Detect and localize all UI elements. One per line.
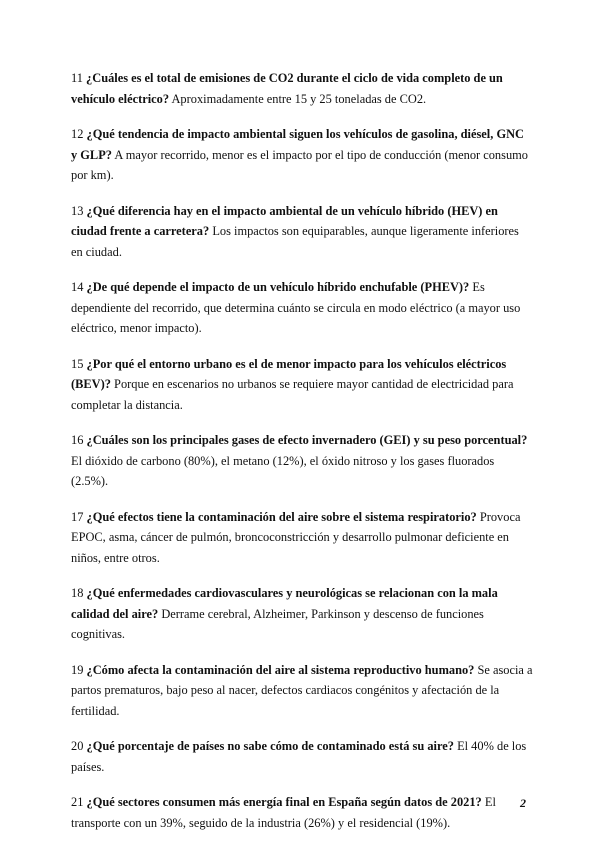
answer-text: El dióxido de carbono (80%), el metano (12%), el óxido nitroso y los gases fluorados (2.5%). [71, 453, 495, 488]
question-text: ¿Qué efectos tiene la contaminación del aire sobre el sistema respiratorio? [86, 509, 477, 524]
question-text: ¿Cuáles son los principales gases de efecto invernadero (GEI) y su peso porcentual? [86, 433, 528, 447]
qa-item [71, 354, 533, 416]
question-number: 21 [71, 795, 84, 809]
question-number: 14 [71, 280, 84, 294]
answer-text: Porque en escenarios no urbanos se requiere mayor cantidad de electricidad para completar la distancia. [71, 377, 514, 412]
question-number: 12 [71, 127, 84, 141]
qa-item [71, 277, 533, 339]
question-number: 20 [71, 739, 84, 753]
question-text: ¿Qué porcentaje de países no sabe cómo de contaminado está su aire? [86, 739, 454, 753]
answer-text: Aproximadamente entre 15 y 25 toneladas de CO2. [171, 91, 427, 106]
question-number: 13 [71, 203, 84, 218]
question-text: ¿Por qué el entorno urbano es el de menor impacto para los vehículos eléctricos (BEV)? [71, 356, 507, 391]
answer-text: El 40% de los países. [71, 739, 527, 774]
question-number: 16 [71, 433, 84, 447]
answer-text: El transporte con un 39%, seguido de la industria (26%) y el residencial (19%). [71, 795, 496, 830]
question-text: ¿Qué tendencia de impacto ambiental siguen los vehículos de gasolina, diésel, GNC y GLP? [71, 127, 524, 162]
question-number: 15 [71, 356, 84, 371]
question-text: ¿Qué sectores consumen más energía final en España según datos de 2021? [86, 795, 482, 809]
question-text: ¿Cuáles es el total de emisiones de CO2 durante el ciclo de vida completo de un vehículo eléctrico? [71, 71, 503, 106]
qa-item [71, 792, 533, 833]
question-text: ¿Qué diferencia hay en el impacto ambiental de un vehículo híbrido (HEV) en ciudad frente a carretera? [71, 203, 498, 238]
qa-list [71, 68, 533, 848]
question-text: ¿Cómo afecta la contaminación del aire al sistema reproductivo humano? [86, 662, 475, 677]
answer-text: Derrame cerebral, Alzheimer, Parkinson y descenso de funciones cognitivas. [71, 606, 484, 641]
answer-text: Es dependiente del recorrido, que determina cuánto se circula en modo eléctrico (a mayor uso eléctrico, menor impacto). [71, 280, 521, 335]
question-number: 19 [71, 662, 84, 677]
qa-item [71, 430, 533, 492]
question-number: 18 [71, 586, 84, 600]
qa-item [71, 583, 533, 645]
answer-text: Se asocia a partos prematuros, bajo peso al nacer, defectos cardiacos congénitos y afectación de la fertilidad. [71, 662, 533, 718]
question-text: ¿De qué depende el impacto de un vehículo híbrido enchufable (PHEV)? [86, 280, 470, 294]
qa-item [71, 68, 533, 109]
qa-item [71, 507, 533, 569]
answer-text: Provoca EPOC, asma, cáncer de pulmón, broncoconstricción y desarrollo pulmonar deficiente en niños, entre otros. [71, 509, 521, 565]
qa-item [71, 736, 533, 777]
question-number: 11 [71, 71, 83, 85]
page-number: 2 [520, 796, 526, 810]
qa-item [71, 124, 533, 186]
qa-item [71, 660, 533, 722]
question-text: ¿Qué enfermedades cardiovasculares y neurológicas se relacionan con la mala calidad del aire? [71, 586, 498, 621]
answer-text: A mayor recorrido, menor es el impacto por el tipo de conducción (menor consumo por km). [71, 147, 528, 182]
answer-text: Los impactos son equiparables, aunque ligeramente inferiores en ciudad. [71, 224, 519, 259]
qa-item [71, 201, 533, 263]
question-number: 17 [71, 509, 84, 524]
